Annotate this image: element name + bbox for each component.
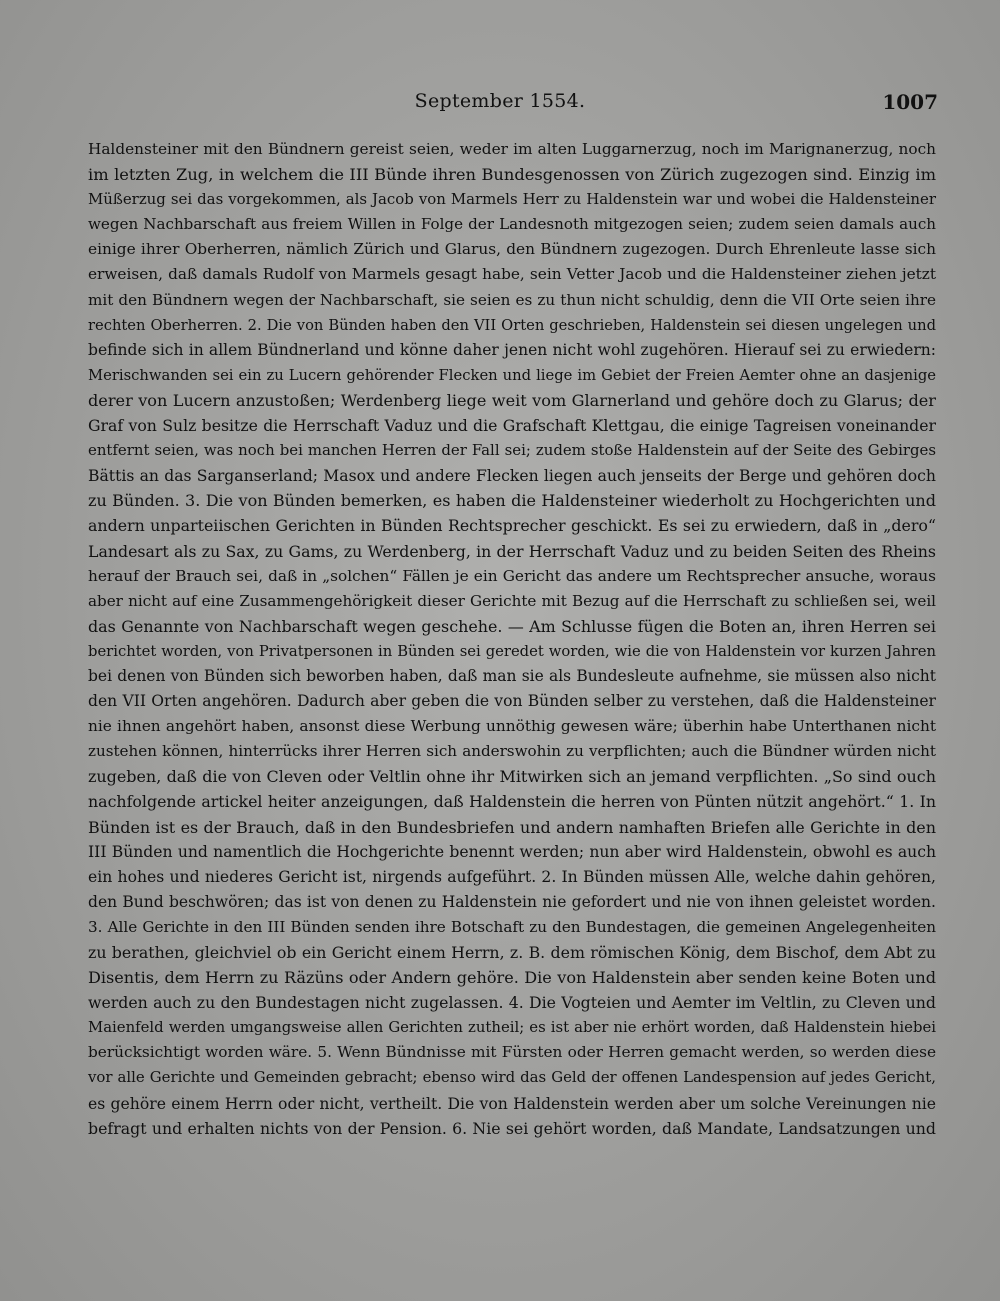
text-line: Disentis, dem Herrn zu Räzüns oder Andern gehöre. Die von Haldenstein aber senden keine Boten und	[88, 968, 936, 988]
text-line: herauf der Brauch sei, daß in „solchen“ Fällen je ein Gericht das andere um Rechtsprecher ansuche, woraus	[88, 566, 936, 585]
text-line: wegen Nachbarschaft aus freiem Willen in Folge der Landesnoth mitgezogen seien; zudem seien damals auch	[88, 215, 936, 234]
text-line: andern unparteiischen Gerichten in Bünden Rechtsprecher geschickt. Es sei zu erwiedern, daß in „dero“	[88, 516, 936, 536]
text-line: berücksichtigt worden wäre. 5. Wenn Bündnisse mit Fürsten oder Herren gemacht werden, so werden diese	[88, 1043, 936, 1062]
text-line: mit den Bündnern wegen der Nachbarschaft, sie seien es zu thun nicht schuldig, denn die VII Orte seien ihre	[88, 290, 936, 309]
text-line: nachfolgende artickel heiter anzeigungen, daß Haldenstein die herren von Pünten nützit angehört.“ 1. In	[88, 792, 936, 812]
text-line: zu berathen, gleichviel ob ein Gericht einem Herrn, z. B. dem römischen König, dem Bischof, dem Abt zu	[88, 943, 936, 962]
text-line: den Bund beschwören; das ist von denen zu Haldenstein nie gefordert und nie von ihnen geleistet worden.	[88, 892, 936, 911]
text-line: Graf von Sulz besitze die Herrschaft Vaduz und die Grafschaft Klettgau, die einige Tagreisen voneinander	[88, 416, 936, 436]
text-line: befragt und erhalten nichts von der Pension. 6. Nie sei gehört worden, daß Mandate, Landsatzungen und	[88, 1118, 936, 1138]
text-line: den VII Orten angehören. Dadurch aber geben die von Bünden selber zu verstehen, daß die Haldensteiner	[88, 692, 936, 711]
text-line: aber nicht auf eine Zusammengehörigkeit dieser Gerichte mit Bezug auf die Herrschaft zu schließen sei, weil	[88, 591, 936, 610]
text-line: einige ihrer Oberherren, nämlich Zürich und Glarus, den Bündnern zugezogen. Durch Ehrenleute lasse sich	[88, 240, 936, 259]
text-line: es gehöre einem Herrn oder nicht, vertheilt. Die von Haldenstein werden aber um solche Vereinungen nie	[88, 1093, 936, 1113]
body-text	[88, 137, 936, 1141]
text-line: nie ihnen angehört haben, ansonst diese Werbung unnöthig gewesen wäre; überhin habe Unterthanen nicht	[88, 717, 936, 736]
text-line: befinde sich in allem Bündnerland und könne daher jenen nicht wohl zugehören. Hierauf sei zu erwiedern:	[88, 340, 936, 359]
text-line: 3. Alle Gerichte in den III Bünden senden ihre Botschaft zu den Bundestagen, die gemeinen Angelegenheiten	[88, 917, 936, 936]
text-line: rechten Oberherren. 2. Die von Bünden haben den VII Orten geschrieben, Haldenstein sei diesen ungelegen und	[88, 316, 936, 334]
text-line: zugeben, daß die von Cleven oder Veltlin ohne ihr Mitwirken sich an jemand verpflichten. „So sind ouch	[88, 767, 936, 787]
text-line: Haldensteiner mit den Bündnern gereist seien, weder im alten Luggarnerzug, noch im Marignanerzug, noch	[88, 140, 936, 158]
text-line: Bünden ist es der Brauch, daß in den Bundesbriefen und andern namhaften Briefen alle Gerichte in den	[88, 817, 936, 837]
text-line: derer von Lucern anzustoßen; Werdenberg liege weit vom Glarnerland und gehöre doch zu Glarus; der	[88, 390, 936, 410]
text-line: III Bünden und namentlich die Hochgerichte benennt werden; nun aber wird Haldenstein, obwohl es auch	[88, 842, 936, 861]
text-line: zustehen können, hinterrücks ihrer Herren sich anderswohin zu verpflichten; auch die Bündner würden nicht	[88, 742, 936, 761]
text-line: entfernt seien, was noch bei manchen Herren der Fall sei; zudem stoße Haldenstein auf der Seite des Gebirges	[88, 441, 936, 460]
text-line: Maienfeld werden umgangsweise allen Gerichten zutheil; es ist aber nie erhört worden, daß Haldenstein hiebei	[88, 1018, 936, 1037]
text-line: im letzten Zug, in welchem die III Bünde ihren Bundesgenossen von Zürich zugezogen sind. Einzig im	[88, 165, 936, 185]
text-line: berichtet worden, von Privatpersonen in Bünden sei geredet worden, wie die von Haldenstein vor kurzen Jahren	[88, 642, 936, 660]
text-line: werden auch zu den Bundestagen nicht zugelassen. 4. Die Vogteien und Aemter im Veltlin, zu Cleven und	[88, 993, 936, 1013]
text-line: zu Bünden. 3. Die von Bünden bemerken, es haben die Haldensteiner wiederholt zu Hochgerichten und	[88, 491, 936, 511]
text-line: vor alle Gerichte und Gemeinden gebracht; ebenso wird das Geld der offenen Landespension auf jedes Gericht,	[88, 1068, 936, 1087]
text-line: ein hohes und niederes Gericht ist, nirgends aufgeführt. 2. In Bünden müssen Alle, welche dahin gehören,	[88, 867, 936, 886]
running-title: September 1554.	[414, 90, 586, 112]
page-number: 1007	[882, 90, 938, 114]
text-line: Bättis an das Sarganserland; Masox und andere Flecken liegen auch jenseits der Berge und gehören doch	[88, 466, 936, 486]
text-line: erweisen, daß damals Rudolf von Marmels gesagt habe, sein Vetter Jacob und die Haldensteiner ziehen jetzt	[88, 265, 936, 284]
text-line: bei denen von Bünden sich beworben haben, daß man sie als Bundesleute aufnehme, sie müssen also nicht	[88, 666, 936, 685]
text-line: Landesart als zu Sax, zu Gams, zu Werdenberg, in der Herrschaft Vaduz und zu beiden Seiten des Rheins	[88, 541, 936, 561]
text-line: Merischwanden sei ein zu Lucern gehörender Flecken und liege im Gebiet der Freien Aemter ohne an dasjenige	[88, 366, 936, 384]
text-line: das Genannte von Nachbarschaft wegen geschehe. — Am Schlusse fügen die Boten an, ihren Herren sei	[88, 616, 936, 636]
text-line: Müßerzug sei das vorgekommen, als Jacob von Marmels Herr zu Haldenstein war und wobei die Haldensteiner	[88, 190, 936, 209]
